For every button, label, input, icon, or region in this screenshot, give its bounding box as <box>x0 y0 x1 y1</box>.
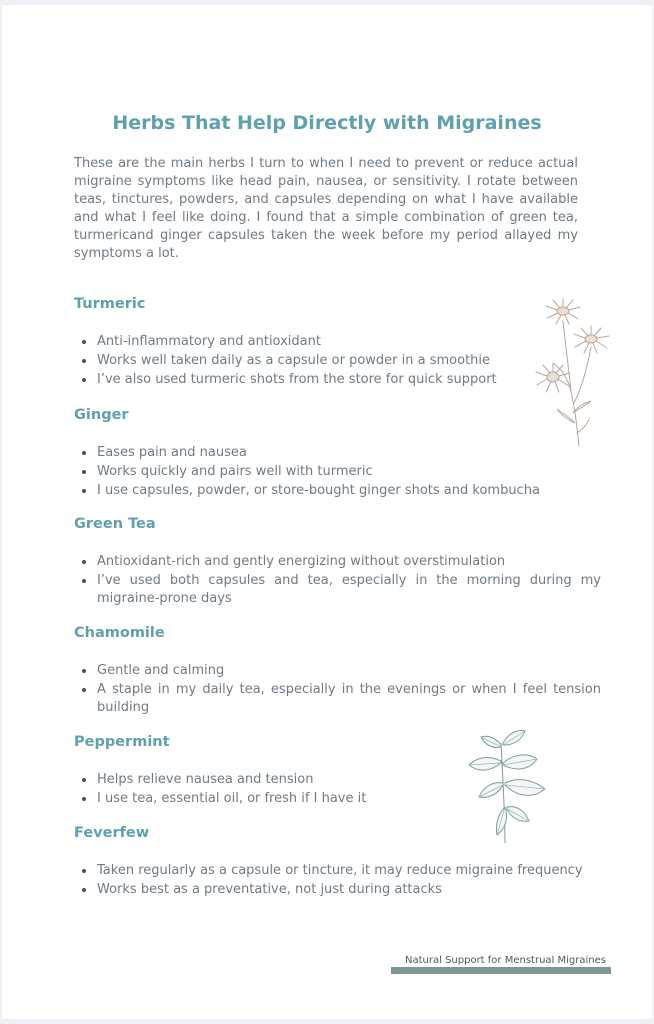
peppermint-leaves-illustration <box>459 723 554 848</box>
page-title: Herbs That Help Directly with Migraines <box>112 112 542 134</box>
list-item: • Taken regularly as a capsule or tincture, it may reduce migraine frequency <box>96 861 601 880</box>
bullet-list-ginger <box>74 443 601 500</box>
footer-bar <box>391 967 611 974</box>
bullet-list-chamomile <box>74 661 601 717</box>
bullet-list-green-tea <box>74 552 601 608</box>
list-item: • A staple in my daily tea, especially in the evenings or when I feel tension building <box>96 680 601 717</box>
section-heading-ginger: Ginger <box>74 407 129 423</box>
list-item: • I’ve also used turmeric shots from the store for quick support <box>96 370 601 389</box>
list-item: • Helps relieve nausea and tension <box>96 770 601 789</box>
section-heading-feverfew: Feverfew <box>74 825 150 841</box>
list-item: • Eases pain and nausea <box>96 443 601 462</box>
list-item: • I’ve used both capsules and tea, especially in the morning during my migraine-prone days <box>96 571 601 608</box>
bullet-list-turmeric <box>74 332 601 389</box>
list-item: • Works well taken daily as a capsule or powder in a smoothie <box>96 351 601 370</box>
bullet-list-feverfew <box>74 861 601 899</box>
list-item: • Works quickly and pairs well with turmeric <box>96 462 601 481</box>
list-item: • Antioxidant-rich and gently energizing without overstimulation <box>96 552 601 571</box>
list-item: • Works best as a preventative, not just during attacks <box>96 880 601 899</box>
list-item: • Anti-inflammatory and antioxidant <box>96 332 601 351</box>
section-heading-green-tea: Green Tea <box>74 516 156 532</box>
intro-paragraph: These are the main herbs I turn to when I need to prevent or reduce actual migraine symptoms like head pain, nausea, or sensitivity. I rotate between teas, tinctures, powders, and capsules depending on what I have available and what I feel like doing. I found that a simple combination of green tea, turmericand ginger capsules taken the week before my period allayed my symptoms a lot. <box>74 156 578 261</box>
chamomile-flowers-illustration <box>527 291 617 451</box>
footer-title: Natural Support for Menstrual Migraines <box>405 955 606 966</box>
list-item: • Gentle and calming <box>96 661 601 680</box>
list-item: • I use tea, essential oil, or fresh if I have it <box>96 789 601 808</box>
section-heading-peppermint: Peppermint <box>74 734 170 750</box>
section-heading-turmeric: Turmeric <box>74 296 146 312</box>
document-page <box>2 5 652 1019</box>
list-item: • I use capsules, powder, or store-bought ginger shots and kombucha <box>96 481 601 500</box>
section-heading-chamomile: Chamomile <box>74 625 165 641</box>
